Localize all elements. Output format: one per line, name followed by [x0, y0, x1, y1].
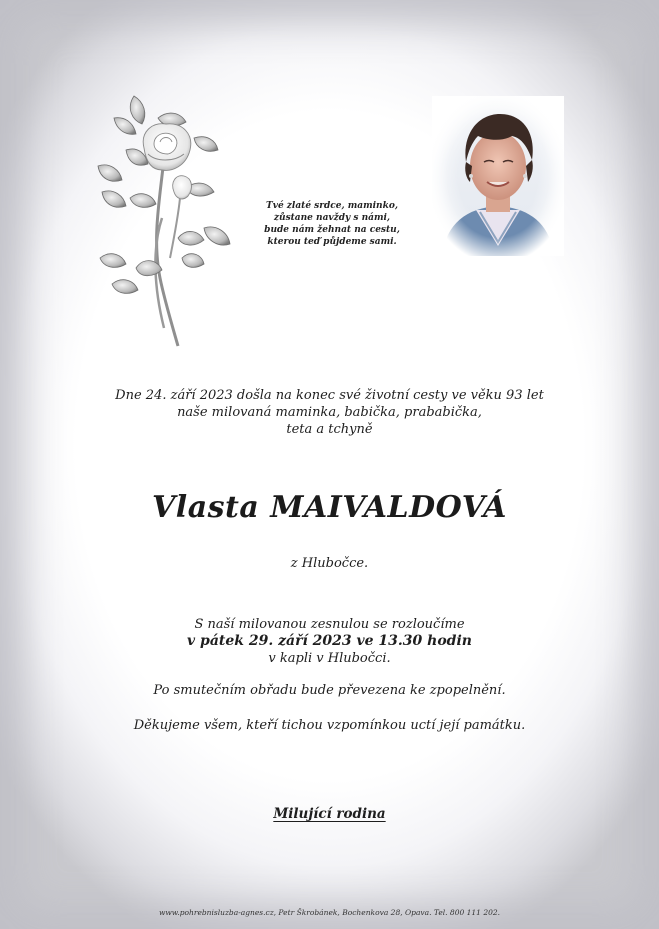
memorial-verse: [232, 200, 432, 248]
announcement-line: teta a tchyně: [286, 422, 373, 437]
deceased-name: Vlasta MAIVALDOVÁ: [152, 490, 507, 525]
announcement-line: Dne 24. září 2023 došla na konec své životní cesty ve věku 93 let: [115, 388, 544, 403]
verse-line: zůstane navždy s námi,: [273, 213, 391, 223]
cremation-note: Po smutečním obřadu bude převezena ke zpopelnění.: [153, 683, 506, 698]
portrait-photo: [432, 96, 564, 256]
funeral-details: [0, 616, 659, 667]
death-announcement: [0, 387, 659, 438]
family-signature: [0, 806, 659, 822]
verse-line: Tvé zlaté srdce, maminko,: [266, 201, 398, 211]
funeral-date-time: v pátek 29. září 2023 ve 13.30 hodin: [187, 633, 472, 649]
announcement-line: naše milovaná maminka, babička, prababička,: [177, 405, 482, 420]
verse-line: bude nám žehnat na cestu,: [264, 225, 400, 235]
funeral-location: v kapli v Hlubočci.: [268, 651, 391, 666]
signature-text: Milující rodina: [273, 806, 386, 822]
deceased-origin: z Hlubočce.: [290, 556, 369, 571]
rose-illustration: [82, 88, 242, 353]
farewell-line: S naší milovanou zesnulou se rozloučíme: [194, 617, 465, 632]
verse-line: kterou teď půjdeme sami.: [267, 237, 397, 247]
thanks-note: Děkujeme všem, kteří tichou vzpomínkou uctí její památku.: [133, 718, 526, 733]
funeral-service-footer: www.pohrebnisluzba-agnes.cz, Petr Škrobánek, Bochenkova 28, Opava. Tel. 800 111 202.: [158, 908, 501, 917]
